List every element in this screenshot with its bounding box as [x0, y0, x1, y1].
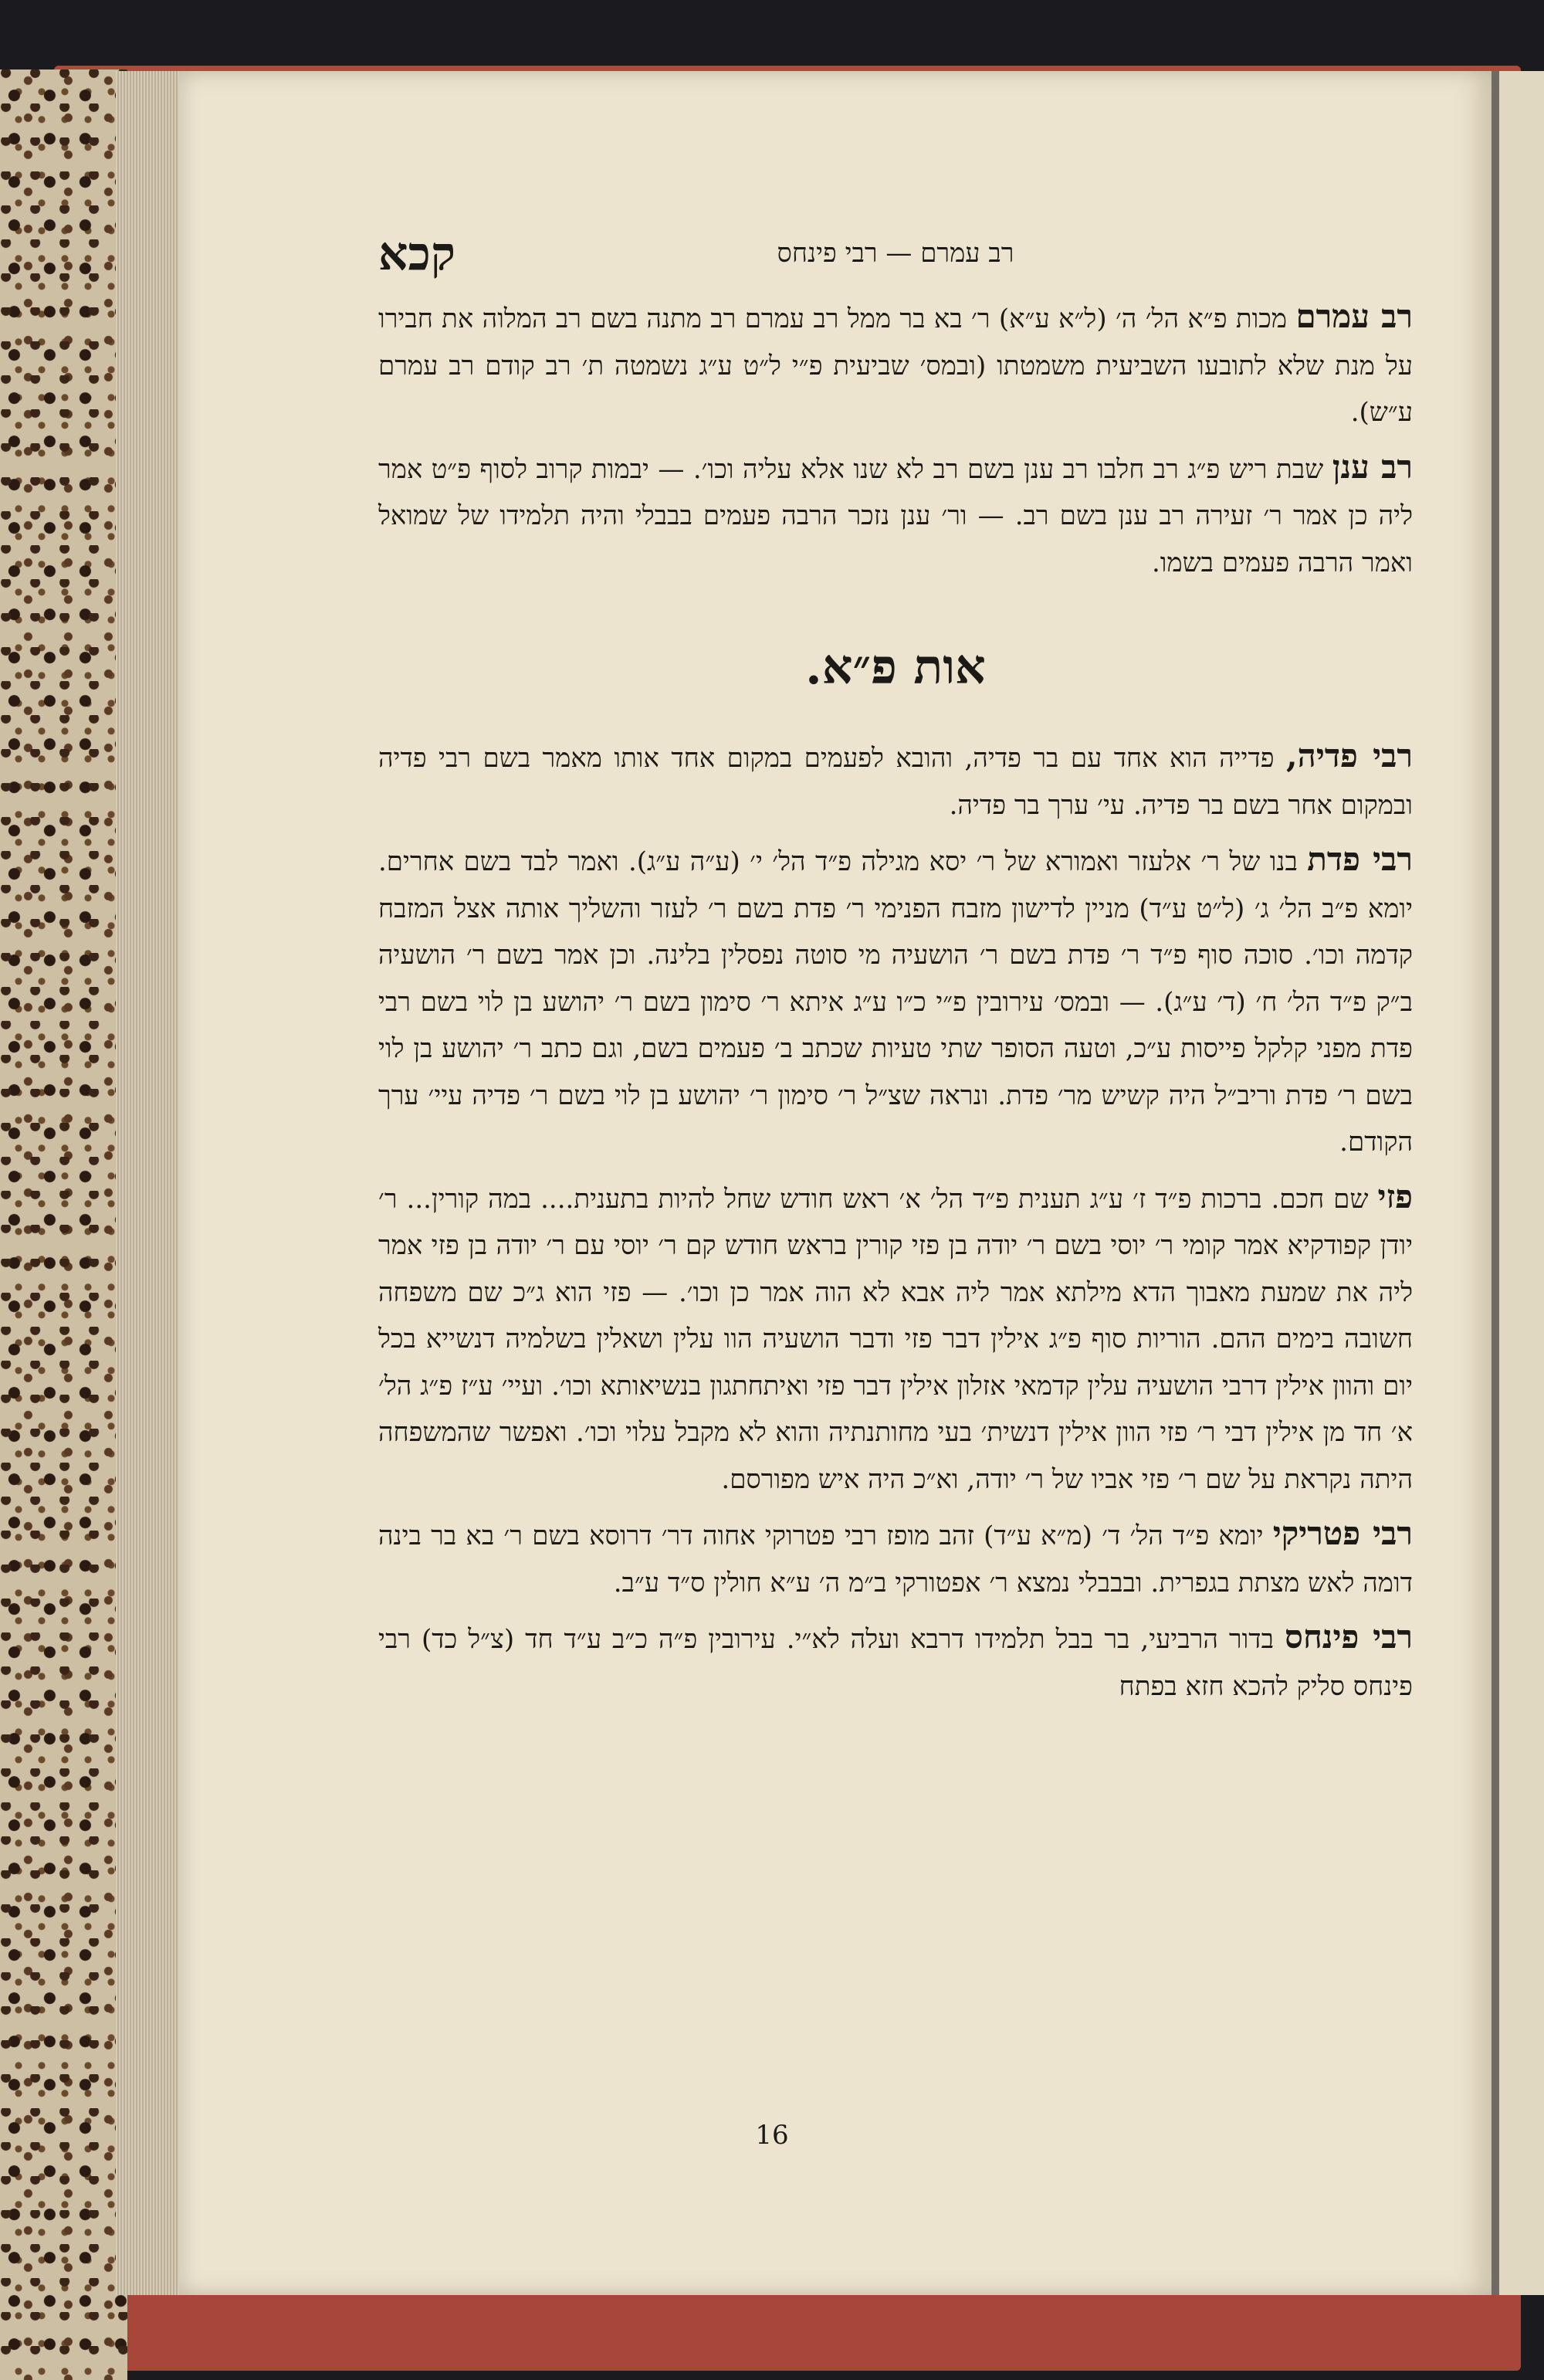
entry-pazi [378, 1174, 1413, 1504]
entry-body: שם חכם. ברכות פ״ד ז׳ ע״ג תענית פ״ד הל׳ א׳ ראש חודש שחל להיות בתענית.... במה קורין... ר׳ יודן קפודקיא אמר קומי ר׳ יוסי בשם ר׳ יודה בן פזי קורין בראש חודש קם ר׳ יוסי עם ר׳ יודה בן פזי אמר ליה את שמעת מאבוך הדא מילתא אמר ליה אבא לא הוה אמר כן וכו׳. — פזי הוא ג״כ שם משפחה חשובה בימים ההם. הוריות סוף פ״ג אילין דבר פזי ודבר הושעיה הוו עלין ושאלין בשלמיה דנשייא בכל יום והוון אילין דרבי הושעיה עלין קדמאי אזלון אילין דבר פזי ואיתחתגון בנשיאותא וכו׳. ועיי׳ ע״ז פ״ג הל׳ א׳ חד מן אילין דבי ר׳ פזי הוון אילין דנשית׳ בעי מחותנתיה והוא לא מקבל עלוי וכו׳. ואפשר שהמשפחה היתה נקראת על שם ר׳ פזי אביו של ר׳ יודה, וא״כ היה איש מפורסם. [378, 1183, 1413, 1495]
entry-rabbi-pinchas [378, 1614, 1413, 1710]
entry-rabbi-pedaya [378, 733, 1413, 829]
entry-headword: פזי [1377, 1177, 1414, 1215]
entry-body: מכות פ״א הל׳ ה׳ (ל״א ע״א) ר׳ בא בר ממל רב עמרם רב מתנה בשם רב המלוה את חבירו על מנת שלא לתובעו השביעית משמטתו (ובמס׳ שביעית פ״י ל״ט ע״ג נשמטה ת׳ רב קודם רב עמרם ע״ש). [378, 303, 1413, 428]
running-title: רב עמרם — רבי פינחס [777, 238, 1014, 269]
entry-headword: רב ענן [1332, 447, 1413, 486]
entry-body: בדור הרביעי, בר בבל תלמידו דרבא ועלה לא״י. עירובין פ״ה כ״ב ע״ד חד (צ״ל כד) רבי פינחס סליק להכא חזא בפתח [378, 1624, 1413, 1702]
entry-rav-amram [378, 293, 1413, 436]
entry-body: שבת ריש פ״ג רב חלבו רב ענן בשם רב לא שנו אלא עליה וכו׳. — יבמות קרוב לסוף פ״ט אמר ליה כן אמר ר׳ זעירה רב ענן בשם רב. — ור׳ ענן נזכר הרבה פעמים בבבלי והיה תלמידו של שמואל ואמר הרבה פעמים בשמו. [378, 453, 1413, 578]
book-gutter [1492, 71, 1499, 2295]
entry-headword: רב עמרם [1295, 297, 1414, 335]
entry-body: בנו של ר׳ אלעזר ואמורא של ר׳ יסא מגילה פ״ד הל׳ י׳ (ע״ה ע״ג). ואמר לבד בשם אחרים. יומא פ״ב הל׳ ג׳ (ל״ט ע״ד) מניין לדישון מזבח הפנימי ר׳ פדת בשם ר׳ לעזר והשליך אותה אצל המזבח קדמה וכו׳. סוכה סוף פ״ד ר׳ פדת בשם ר׳ הושעיה מי סוטה נפסלין בלינה. וכן אמר בשם ר׳ הושעיה ב״ק פ״ד הל׳ ח׳ (ד׳ ע״ג). — ובמס׳ עירובין פ״י כ״ו ע״ג איתא ר׳ סימון בשם ר׳ יהושע בן לוי בשם רבי פדת מפני קלקל פייסות ע״כ, וטעה הסופר שתי טעיות שכתב ב׳ פעמים בשם, וגם כתב ר׳ יהושע בן לוי בשם ר׳ פדת וריב״ל היה קשיש מר׳ פדת. ונראה שצ״ל ר׳ סימון ר׳ יהושע בן לוי בשם ר׳ פדיה עיי׳ ערך הקודם. [378, 846, 1413, 1158]
entry-body: יומא פ״ד הל׳ ד׳ (מ״א ע״ד) זהב מופז רבי פטרוקי אחוה דר׳ דרוסא בשם ר׳ בא בר בינה דומה לאש מצתת בגפרית. ובבבלי נמצא ר׳ אפטורקי ב״מ ה׳ ע״א חולין ס״ד ע״ב. [378, 1521, 1413, 1599]
entry-rabbi-patriki [378, 1510, 1413, 1606]
running-header [378, 224, 1413, 293]
folio-number: 16 [755, 2120, 789, 2151]
facing-page [1499, 71, 1544, 2295]
page-stack-edges [116, 71, 185, 2295]
entry-rav-anan [378, 444, 1413, 587]
page-text-block [378, 224, 1413, 1717]
section-heading: אות פ״א. [805, 639, 986, 695]
hebrew-page-number: קכא [378, 227, 455, 281]
entry-headword: רבי פטריקי [1272, 1514, 1413, 1552]
marbled-endpaper [0, 70, 127, 2380]
entry-rabbi-pedat [378, 836, 1413, 1166]
entry-headword: רבי פינחס [1285, 1618, 1413, 1656]
entry-headword: רבי פדיה, [1286, 737, 1413, 775]
entry-headword: רבי פדת [1307, 840, 1414, 878]
entry-body: פדייה הוא אחד עם בר פדיה, והובא לפעמים במקום אחד אותו מאמר בשם רבי פדיה ובמקום אחר בשם בר פדיה. עי׳ ערך בר פדיה. [378, 743, 1413, 821]
